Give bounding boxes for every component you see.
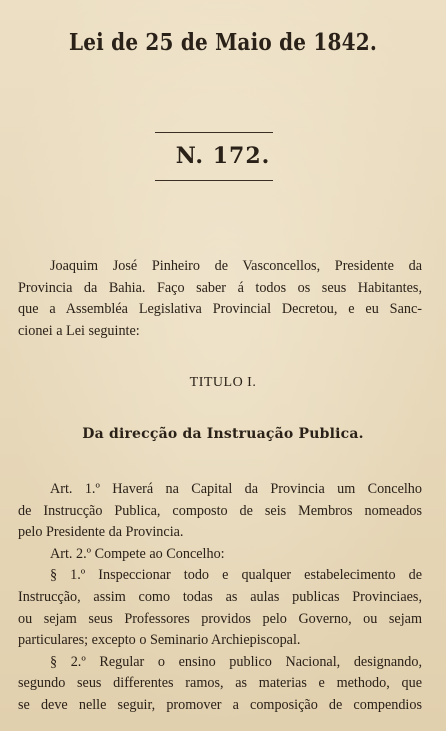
text-line: § 2.º Regular o ensino publico Nacional, designando,: [50, 653, 422, 670]
law-number: N. 172.: [175, 143, 271, 169]
text-line: Art. 2.º Compete ao Concelho:: [50, 545, 225, 562]
text-line: Art. 1.º Haverá na Capital da Provincia um Concelho: [50, 481, 422, 497]
text-line: de Instrucção Publica, composto de seis Membros nomeados: [18, 502, 422, 519]
articles-text: [18, 479, 422, 717]
section-subtitle: Da direcção da Instruação Publica.: [82, 426, 364, 442]
text-line: cionei a Lei seguinte:: [18, 322, 140, 339]
text-line: Joaquim José Pinheiro de Vasconcellos, Presidente da: [50, 258, 422, 274]
text-line: Instrucção, assim como todas as aulas publicas Provinciaes,: [18, 588, 422, 605]
text-line: particulares; excepto o Seminario Archiepiscopal.: [18, 632, 301, 649]
rule-bottom: [155, 180, 273, 181]
text-line: ou sejam seus Professores providos pelo Governo, ou sejam: [18, 610, 422, 627]
text-line: segundo seus differentes ramos, as materias e methodo, que: [18, 675, 422, 692]
text-line: pelo Presidente da Provincia.: [18, 524, 184, 541]
law-heading: Lei de 25 de Maio de 1842.: [69, 28, 377, 56]
intro-paragraph: [18, 256, 422, 342]
text-line: Provincia da Bahia. Faço saber á todos os seus Habitantes,: [18, 279, 422, 296]
text-line: § 1.º Inspeccionar todo e qualquer estabelecimento de: [50, 567, 422, 584]
section-title: TITULO I.: [189, 375, 257, 390]
rule-top: [155, 132, 273, 133]
text-line: que a Assembléa Legislativa Provincial Decretou, e eu Sanc-: [18, 301, 422, 318]
text-line: se deve nelle seguir, promover a composição de compendios: [18, 696, 422, 713]
